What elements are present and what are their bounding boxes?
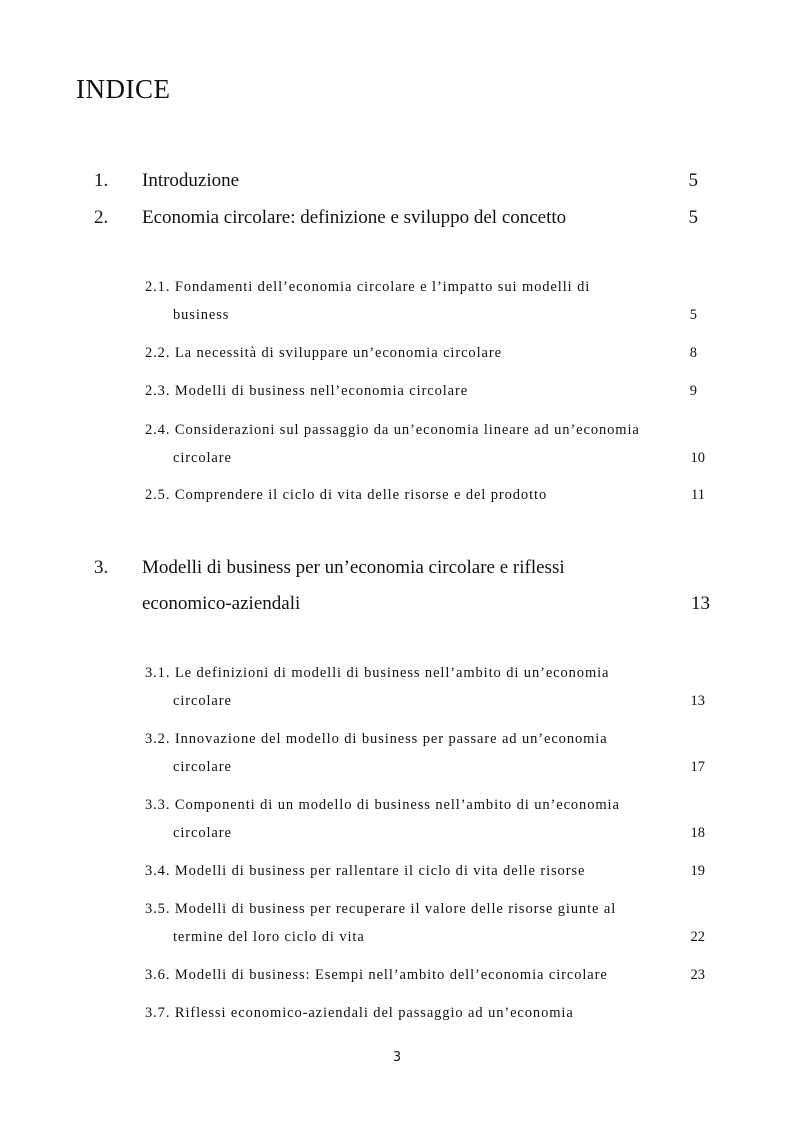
- toc-page-number: 9: [689, 383, 697, 399]
- toc-page-number: 8: [689, 345, 697, 361]
- toc-page-number: 5: [688, 170, 698, 191]
- toc-page-number: 13: [691, 593, 710, 614]
- toc-subtitle: 3.7. Riflessi economico-aziendali del passaggio ad un’economia: [145, 1005, 574, 1021]
- toc-title: Introduzione: [142, 170, 240, 191]
- toc-page-number: 13: [690, 693, 705, 709]
- toc-number: 1.: [94, 170, 109, 191]
- toc-page-number: 19: [690, 863, 705, 879]
- toc-subtitle: 2.1. Fondamenti dell’economia circolare e l’impatto sui modelli di: [145, 279, 591, 295]
- toc-number: 2.: [94, 207, 109, 228]
- toc-subtitle: 3.4. Modelli di business per rallentare il ciclo di vita delle risorse: [145, 863, 586, 879]
- toc-page-number: 11: [691, 487, 705, 503]
- toc-page-number: 18: [690, 825, 705, 841]
- toc-subtitle-continued: circolare: [173, 759, 232, 775]
- toc-title: Economia circolare: definizione e sviluppo del concetto: [142, 207, 567, 228]
- toc-subtitle-continued: business: [173, 307, 230, 323]
- toc-subtitle-continued: termine del loro ciclo di vita: [173, 929, 365, 945]
- toc-subtitle: 3.1. Le definizioni di modelli di business nell’ambito di un’economia: [145, 665, 610, 681]
- toc-subtitle: 2.3. Modelli di business nell’economia circolare: [145, 383, 469, 399]
- toc-subtitle: 3.6. Modelli di business: Esempi nell’ambito dell’economia circolare: [145, 967, 608, 983]
- page-title: INDICE: [76, 74, 171, 104]
- toc-subtitle-continued: circolare: [173, 693, 232, 709]
- toc-subtitle: 2.4. Considerazioni sul passaggio da un’economia lineare ad un’economia: [145, 422, 640, 438]
- toc-page-number: 5: [689, 307, 697, 323]
- toc-subtitle: 2.5. Comprendere il ciclo di vita delle risorse e del prodotto: [145, 487, 548, 503]
- toc-title-continued: economico-aziendali: [142, 593, 301, 614]
- toc-number: 3.: [94, 557, 109, 578]
- toc-subtitle: 3.2. Innovazione del modello di business per passare ad un’economia: [145, 731, 608, 747]
- toc-subtitle: 2.2. La necessità di sviluppare un’economia circolare: [145, 345, 502, 361]
- toc-subtitle: 3.5. Modelli di business per recuperare il valore delle risorse giunte al: [145, 901, 617, 917]
- toc-page-number: 5: [688, 207, 698, 228]
- toc-title: Modelli di business per un’economia circolare e riflessi: [142, 557, 565, 578]
- toc-page-number: 10: [690, 450, 705, 466]
- toc-page-number: 23: [690, 967, 705, 983]
- toc-page-number: 22: [690, 929, 705, 945]
- page-number: 3: [392, 1050, 402, 1065]
- toc-subtitle-continued: circolare: [173, 825, 232, 841]
- toc-page-number: 17: [690, 759, 705, 775]
- toc-subtitle: 3.3. Componenti di un modello di business nell’ambito di un’economia: [145, 797, 620, 813]
- toc-subtitle-continued: circolare: [173, 450, 232, 466]
